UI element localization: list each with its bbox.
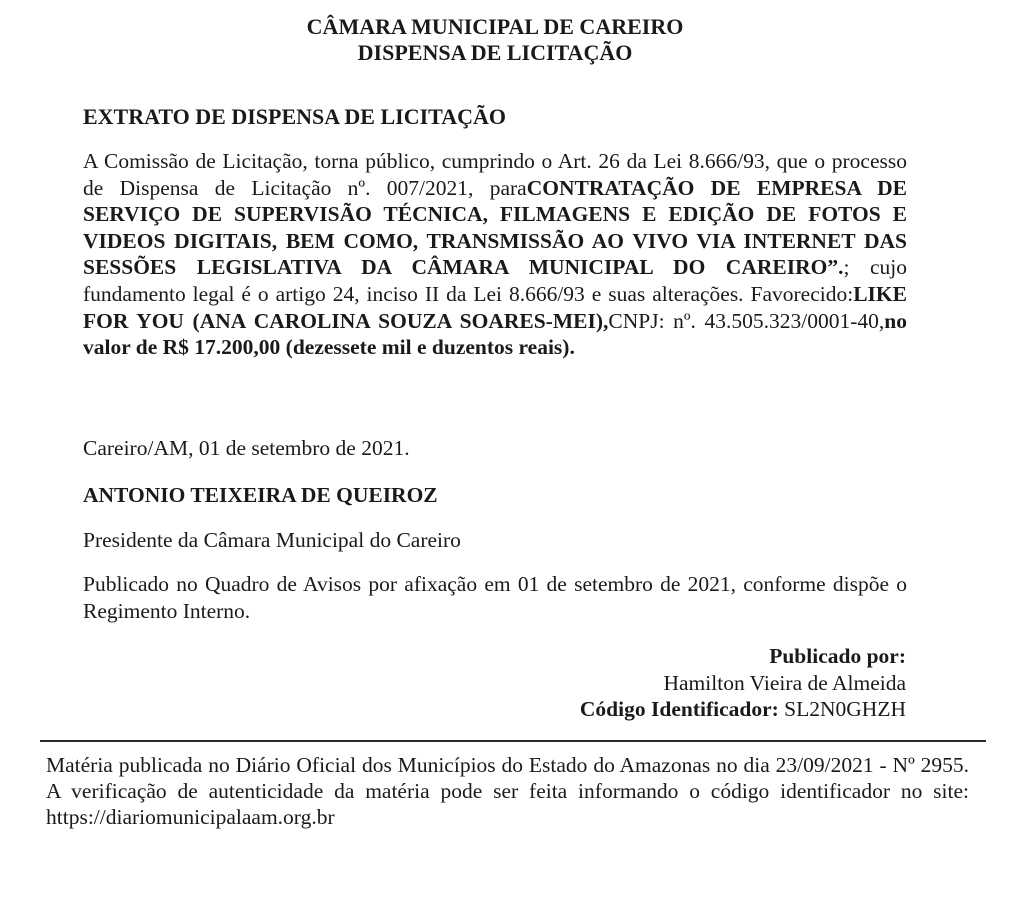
date-line: Careiro/AM, 01 de setembro de 2021. (83, 436, 410, 460)
extract-value: no valor de R$ 17.200,00 (dezessete mil e duzentos reais). (83, 308, 907, 360)
signer-name: ANTONIO TEIXEIRA DE QUEIROZ (83, 483, 438, 507)
identifier-label: Código Identificador: (579, 697, 779, 721)
header-subject: DISPENSA DE LICITAÇÃO (357, 40, 633, 65)
extract-title: EXTRATO DE DISPENSA DE LICITAÇÃO (83, 104, 506, 129)
publisher-block (580, 643, 906, 723)
extract-basis: ; cujo fundamento legal é o artigo 24, inciso II da Lei 8.666/93 e suas alterações. Favorecido: (83, 255, 907, 306)
extract-cnpj: CNPJ: nº. 43.505.323/0001-40, (608, 308, 885, 333)
header-institution: CÂMARA MUNICIPAL DE CAREIRO (306, 14, 684, 39)
identifier-line (580, 696, 906, 723)
publisher-label: Publicado por: (769, 644, 906, 668)
extract-paragraph (83, 148, 907, 361)
publication-note: Publicado no Quadro de Avisos por afixação em 01 de setembro de 2021, conforme dispõe o Regimento Interno. (83, 572, 907, 623)
extract-object: CONTRATAÇÃO DE EMPRESA DE SERVIÇO DE SUPERVISÃO TÉCNICA, FILMAGENS E EDIÇÃO DE FOTOS E VIDEOS DIGITAIS, BEM COMO, TRANSMISSÃO AO VIVO VIA INTERNET DAS SESSÕES LEGISLATIVA DA CÂMARA MUNICIPAL DO CAREIRO”. (83, 175, 908, 280)
extract-beneficiary: LIKE FOR YOU (ANA CAROLINA SOUZA SOARES-MEI), (83, 281, 907, 333)
identifier-code: SL2N0GHZH (784, 697, 906, 721)
publisher-name: Hamilton Vieira de Almeida (663, 670, 906, 695)
extract-intro: A Comissão de Licitação, torna público, cumprindo o Art. 26 da Lei 8.666/93, que o processo de Dispensa de Licitação nº. 007/2021, para (83, 149, 907, 200)
signer-role: Presidente da Câmara Municipal do Careiro (83, 528, 461, 552)
footer-note: Matéria publicada no Diário Oficial dos Municípios do Estado do Amazonas no dia 23/09/2021 - Nº 2955. A verificação de autenticidade da matéria pode ser feita informando o código identificador no site: https://diariomunicipalaam.org.br (46, 753, 969, 829)
document-header (0, 14, 990, 66)
footer-divider (40, 740, 986, 742)
